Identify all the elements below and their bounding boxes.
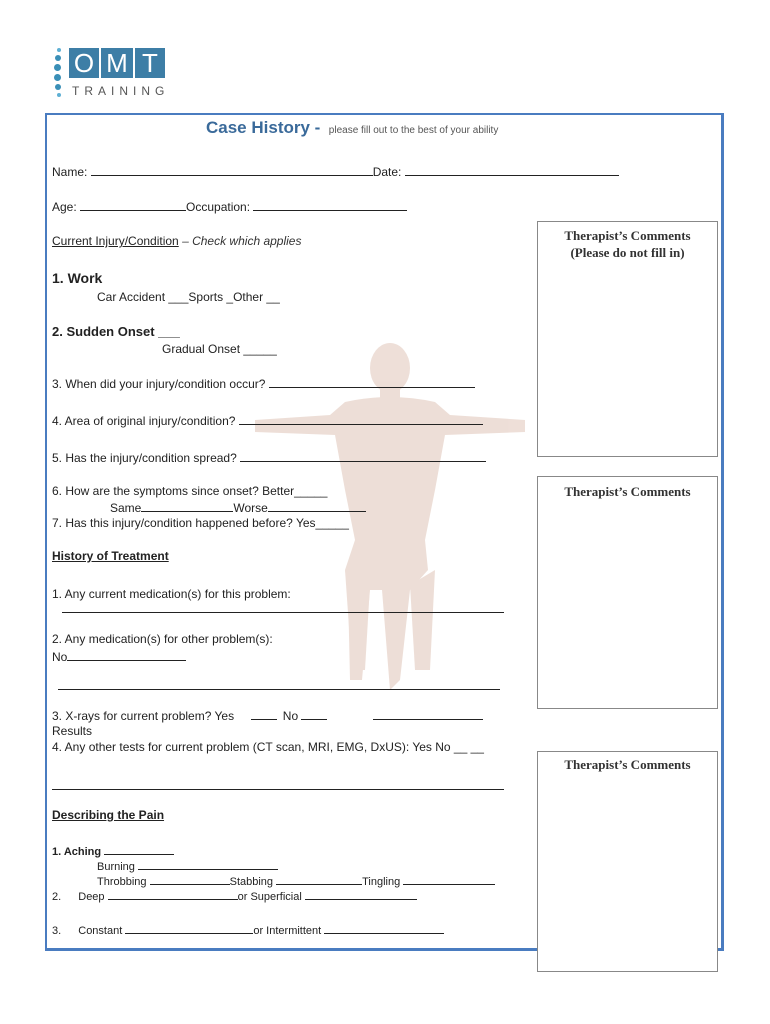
pain-intermittent-field[interactable] bbox=[324, 922, 444, 934]
history-results: Results bbox=[52, 724, 93, 738]
age-field[interactable] bbox=[80, 199, 186, 211]
pain-tingling-field[interactable] bbox=[403, 873, 495, 885]
question-4: 4. Area of original injury/condition? bbox=[52, 414, 236, 428]
pain-intermittent: or Intermittent bbox=[253, 925, 322, 937]
pain-tingling: Tingling bbox=[362, 876, 401, 888]
question-3-field[interactable] bbox=[269, 376, 475, 388]
pain-deep: Deep bbox=[78, 891, 105, 903]
therapist-comments-title-1: Therapist’s Comments bbox=[564, 228, 691, 243]
page-subtitle: please fill out to the best of your ability bbox=[328, 125, 499, 136]
gradual-onset-label[interactable]: Gradual Onset _____ bbox=[162, 342, 277, 356]
question-6-worse-field[interactable] bbox=[268, 500, 366, 512]
occupation-label: Occupation: bbox=[186, 200, 251, 214]
logo-letter-m: M bbox=[101, 48, 133, 78]
question-6-same-field[interactable] bbox=[141, 500, 233, 512]
pain-heading: Describing the Pain bbox=[52, 808, 165, 822]
pain-constant-field[interactable] bbox=[125, 922, 253, 934]
history-q4[interactable]: 4. Any other tests for current problem (CT scan, MRI, EMG, DxUS): Yes No __ __ bbox=[52, 740, 484, 754]
logo-letter-t: T bbox=[135, 48, 165, 78]
pain-three: 3. bbox=[52, 925, 62, 937]
history-q2-no: No bbox=[52, 650, 68, 664]
history-q3: 3. X-rays for current problem? Yes bbox=[52, 709, 235, 723]
pain-burning: Burning bbox=[97, 861, 135, 873]
therapist-comments-box-3[interactable] bbox=[537, 751, 718, 972]
question-6-same: Same bbox=[110, 501, 142, 515]
therapist-comments-title-2: Therapist’s Comments bbox=[564, 484, 691, 499]
pain-stabbing: Stabbing bbox=[229, 876, 274, 888]
pain-superficial: or Superficial bbox=[237, 891, 302, 903]
question-3: 3. When did your injury/condition occur? bbox=[52, 377, 266, 391]
pain-aching: 1. Aching bbox=[52, 846, 102, 858]
page-title: Case History - bbox=[206, 118, 321, 137]
work-options[interactable]: Car Accident ___Sports _Other __ bbox=[97, 290, 280, 304]
logo bbox=[52, 44, 182, 104]
pain-throbbing-field[interactable] bbox=[150, 873, 230, 885]
pain-superficial-field[interactable] bbox=[305, 888, 417, 900]
pain-burning-field[interactable] bbox=[138, 858, 278, 870]
sudden-onset-label[interactable]: 2. Sudden Onset ___ bbox=[52, 324, 180, 339]
history-q2-field[interactable] bbox=[58, 689, 500, 690]
pain-two: 2. bbox=[52, 891, 62, 903]
history-q2: 2. Any medication(s) for other problem(s): bbox=[52, 632, 273, 646]
date-label: Date: bbox=[372, 165, 402, 179]
name-label: Name: bbox=[52, 165, 88, 179]
question-6-worse: Worse bbox=[233, 501, 268, 515]
history-q1-field[interactable] bbox=[62, 612, 504, 613]
question-7[interactable]: 7. Has this injury/condition happened before? Yes_____ bbox=[52, 516, 349, 530]
work-label: 1. Work bbox=[52, 270, 103, 286]
therapist-comments-box-1[interactable] bbox=[537, 221, 718, 457]
therapist-comments-title-3: Therapist’s Comments bbox=[564, 757, 691, 772]
age-label: Age: bbox=[52, 200, 77, 214]
logo-letter-o: O bbox=[69, 48, 99, 78]
date-field[interactable] bbox=[405, 164, 619, 176]
question-5-field[interactable] bbox=[240, 450, 486, 462]
history-heading: History of Treatment bbox=[52, 549, 169, 563]
occupation-field[interactable] bbox=[253, 199, 407, 211]
history-q3-no-field[interactable] bbox=[301, 708, 327, 720]
pain-stabbing-field[interactable] bbox=[276, 873, 362, 885]
history-q3-results-field[interactable] bbox=[373, 708, 483, 720]
history-q3-yes-field[interactable] bbox=[251, 708, 277, 720]
history-q1: 1. Any current medication(s) for this problem: bbox=[52, 587, 291, 601]
therapist-comments-box-2[interactable] bbox=[537, 476, 718, 709]
pain-throbbing: Throbbing bbox=[97, 876, 147, 888]
question-6[interactable]: 6. How are the symptoms since onset? Better_____ bbox=[52, 484, 328, 498]
pain-constant: Constant bbox=[78, 925, 123, 937]
current-injury-note: – Check which applies bbox=[182, 234, 302, 248]
current-injury-heading: Current Injury/Condition bbox=[52, 234, 179, 248]
pain-aching-field[interactable] bbox=[104, 843, 174, 855]
logo-training: TRAINING bbox=[72, 84, 170, 98]
question-5: 5. Has the injury/condition spread? bbox=[52, 451, 237, 465]
question-4-field[interactable] bbox=[239, 413, 483, 425]
name-field[interactable] bbox=[91, 164, 373, 176]
history-q2-no-field[interactable] bbox=[67, 649, 186, 661]
pain-deep-field[interactable] bbox=[108, 888, 238, 900]
history-q4-field[interactable] bbox=[52, 789, 504, 790]
history-q3-no: No bbox=[282, 709, 299, 723]
logo-dots bbox=[52, 48, 64, 98]
therapist-comments-note: (Please do not fill in) bbox=[570, 245, 685, 260]
